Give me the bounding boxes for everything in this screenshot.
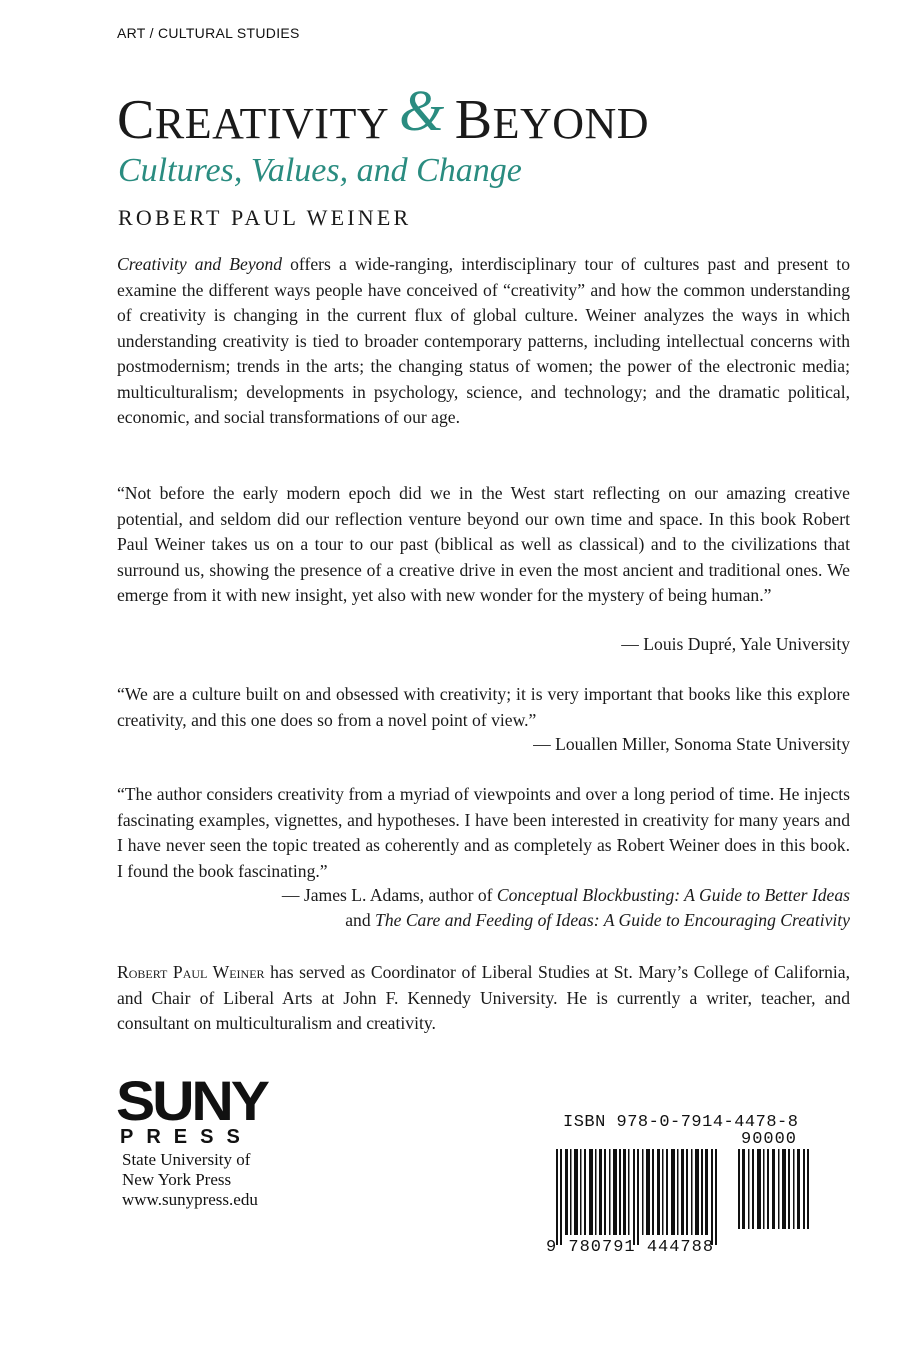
category-label: ART / CULTURAL STUDIES — [117, 25, 300, 41]
book-author: ROBERT PAUL WEINER — [118, 205, 412, 230]
addon-bars — [738, 1149, 809, 1229]
price-code: 90000 — [741, 1130, 798, 1149]
publisher-info — [122, 1150, 258, 1210]
attribution-and: and — [345, 910, 376, 930]
ean-bars — [556, 1149, 717, 1245]
title-word-creativity: REATIVITY — [154, 99, 390, 148]
bio-author-name: Robert Paul Weiner — [117, 962, 265, 982]
title-initial-c: C — [117, 89, 155, 151]
quote-dupre: “Not before the early modern epoch did we in the West start reflecting on our amazing creative potential, and seldom did our reflection venture beyond our own time and space. In this book Robert Paul Weiner takes us on a tour to our past (biblical as well as classical) and to the civilizations that surround us, showing the presence of a creative drive in even the most ancient and traditional ones. We emerge from it with new insight, yet also with new wonder for the mystery of being human.” — [117, 483, 850, 605]
ean-digits: 9 780791 444788 — [546, 1238, 715, 1257]
description-paragraph — [117, 252, 850, 431]
attribution-prefix: — James L. Adams, author of — [281, 885, 497, 905]
bio-text: has served as Coordinator of Liberal Studies at St. Mary’s College of California, and Chair of Liberal Arts at John F. Kennedy University. He is currently a writer, teacher, and consultant on multiculturalism and creativity. — [117, 962, 850, 1033]
book-title — [117, 78, 650, 154]
ean-barcode — [556, 1149, 726, 1245]
quote-miller-attribution: — Louallen Miller, Sonoma State University — [533, 734, 850, 754]
attribution-book2: The Care and Feeding of Ideas: A Guide to Encouraging Creativity — [375, 910, 850, 930]
publisher-url: www.sunypress.edu — [122, 1190, 258, 1209]
publisher-line1: State University of — [122, 1150, 251, 1169]
addon-barcode — [738, 1149, 810, 1229]
publisher-line2: New York Press — [122, 1170, 232, 1189]
description-text: offers a wide-ranging, interdisciplinary tour of cultures past and present to examine the different ways people have conceived of “creativity” and how the common understanding of creativity is changing in the current flux of global culture. Weiner analyzes the ways in which understanding creativity is tied to broader contemporary patterns, including intellectual concerns with postmodernism; trends in the arts; the changing status of women; the power of the electronic media; multiculturalism; developments in psychology, science, and technology; and the dramatic political, economic, and social transformations of our age. — [117, 254, 850, 427]
quote-adams-attribution-line2 — [345, 908, 850, 934]
isbn-label: ISBN 978-0-7914-4478-8 — [563, 1113, 799, 1132]
book-subtitle: Cultures, Values, and Change — [118, 152, 522, 189]
quote-dupre-attribution: — Louis Dupré, Yale University — [621, 634, 850, 654]
author-bio — [117, 960, 850, 1037]
quote-miller: “We are a culture built on and obsessed with creativity; it is very important that books like this explore creativity, and this one does so from a novel point of view.” — [117, 684, 850, 730]
attribution-book1: Conceptual Blockbusting: A Guide to Better Ideas — [496, 885, 850, 905]
title-initial-b: B — [454, 89, 493, 151]
title-ampersand: & — [399, 78, 445, 143]
suny-logo: SUNY — [116, 1069, 267, 1132]
title-word-beyond: EYOND — [492, 99, 650, 148]
suny-press-wordmark: PRESS — [120, 1126, 253, 1148]
quote-adams: “The author considers creativity from a myriad of viewpoints and over a long period of time. He injects fascinating examples, vignettes, and hypotheses. I have been interested in creativity for many years and I have never seen the topic treated as coherently and as completely as Robert Weiner does in this book. I found the book fascinating.” — [117, 784, 850, 881]
description-book-title: Creativity and Beyond — [117, 254, 283, 274]
quote-adams-attribution-line1 — [282, 883, 850, 909]
